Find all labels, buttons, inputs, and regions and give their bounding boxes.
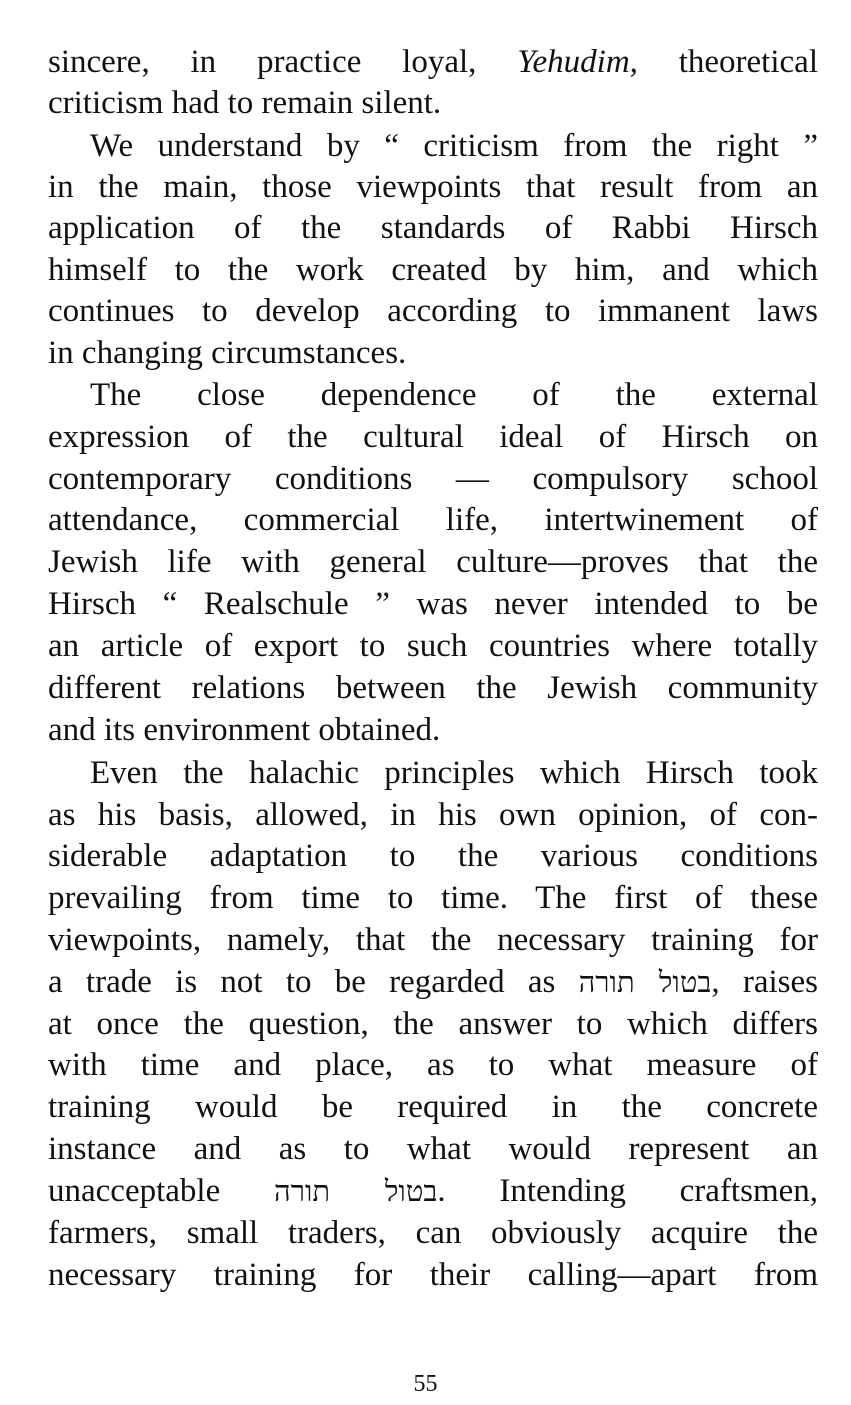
text-line: viewpoints, namely, that the necessary training for [48, 922, 818, 958]
text-line: in changing circumstances. [48, 335, 407, 371]
text-line: continues to develop according to immanent laws [48, 293, 818, 329]
text-line: an article of export to such countries where totally [48, 628, 818, 664]
text-line: Jewish life with general culture—proves that the [48, 544, 818, 580]
page-body [48, 28, 818, 1368]
text-line: We understand by “ criticism from the right ” [90, 128, 818, 164]
text-line: expression of the cultural ideal of Hirsch on [48, 419, 818, 455]
text-line: in the main, those viewpoints that result from an [48, 169, 818, 205]
italic-term: Yehudim, [517, 44, 638, 80]
text-line: with time and place, as to what measure of [48, 1047, 818, 1083]
page-number: 55 [413, 1371, 438, 1397]
text-line: training would be required in the concrete [48, 1089, 818, 1125]
hebrew-phrase: בטול תורה [274, 1174, 438, 1208]
text-line: instance and as to what would represent an [48, 1131, 818, 1167]
text-line: different relations between the Jewish community [48, 670, 818, 706]
text-line: attendance, commercial life, intertwinement of [48, 502, 818, 538]
text-line: as his basis, allowed, in his own opinion, of con- [48, 797, 818, 833]
text-line: at once the question, the answer to which differs [48, 1006, 818, 1042]
text-line: a trade is not to be regarded as בטול תורה, raises [48, 964, 818, 1000]
hebrew-phrase: בטול תורה [578, 965, 712, 999]
text-line: Hirsch “ Realschule ” was never intended to be [48, 586, 818, 622]
text-line: contemporary conditions — compulsory school [48, 461, 818, 497]
text-line: and its environment obtained. [48, 712, 441, 748]
text-line: Even the halachic principles which Hirsch took [90, 755, 818, 791]
text-line: criticism had to remain silent. [48, 85, 442, 121]
text-line: The close dependence of the external [90, 377, 818, 413]
text-line: sincere, in practice loyal, Yehudim, theoretical [48, 44, 818, 80]
text-line: unacceptable בטול תורה. Intending craftsmen, [48, 1173, 819, 1209]
text-line: necessary training for their calling—apart from [48, 1257, 818, 1293]
text-line: siderable adaptation to the various conditions [48, 838, 818, 874]
text-line: application of the standards of Rabbi Hirsch [48, 210, 818, 246]
text-line: farmers, small traders, can obviously acquire the [48, 1215, 818, 1251]
text-line: himself to the work created by him, and which [48, 252, 818, 288]
text-line: prevailing from time to time. The first of these [48, 880, 818, 916]
